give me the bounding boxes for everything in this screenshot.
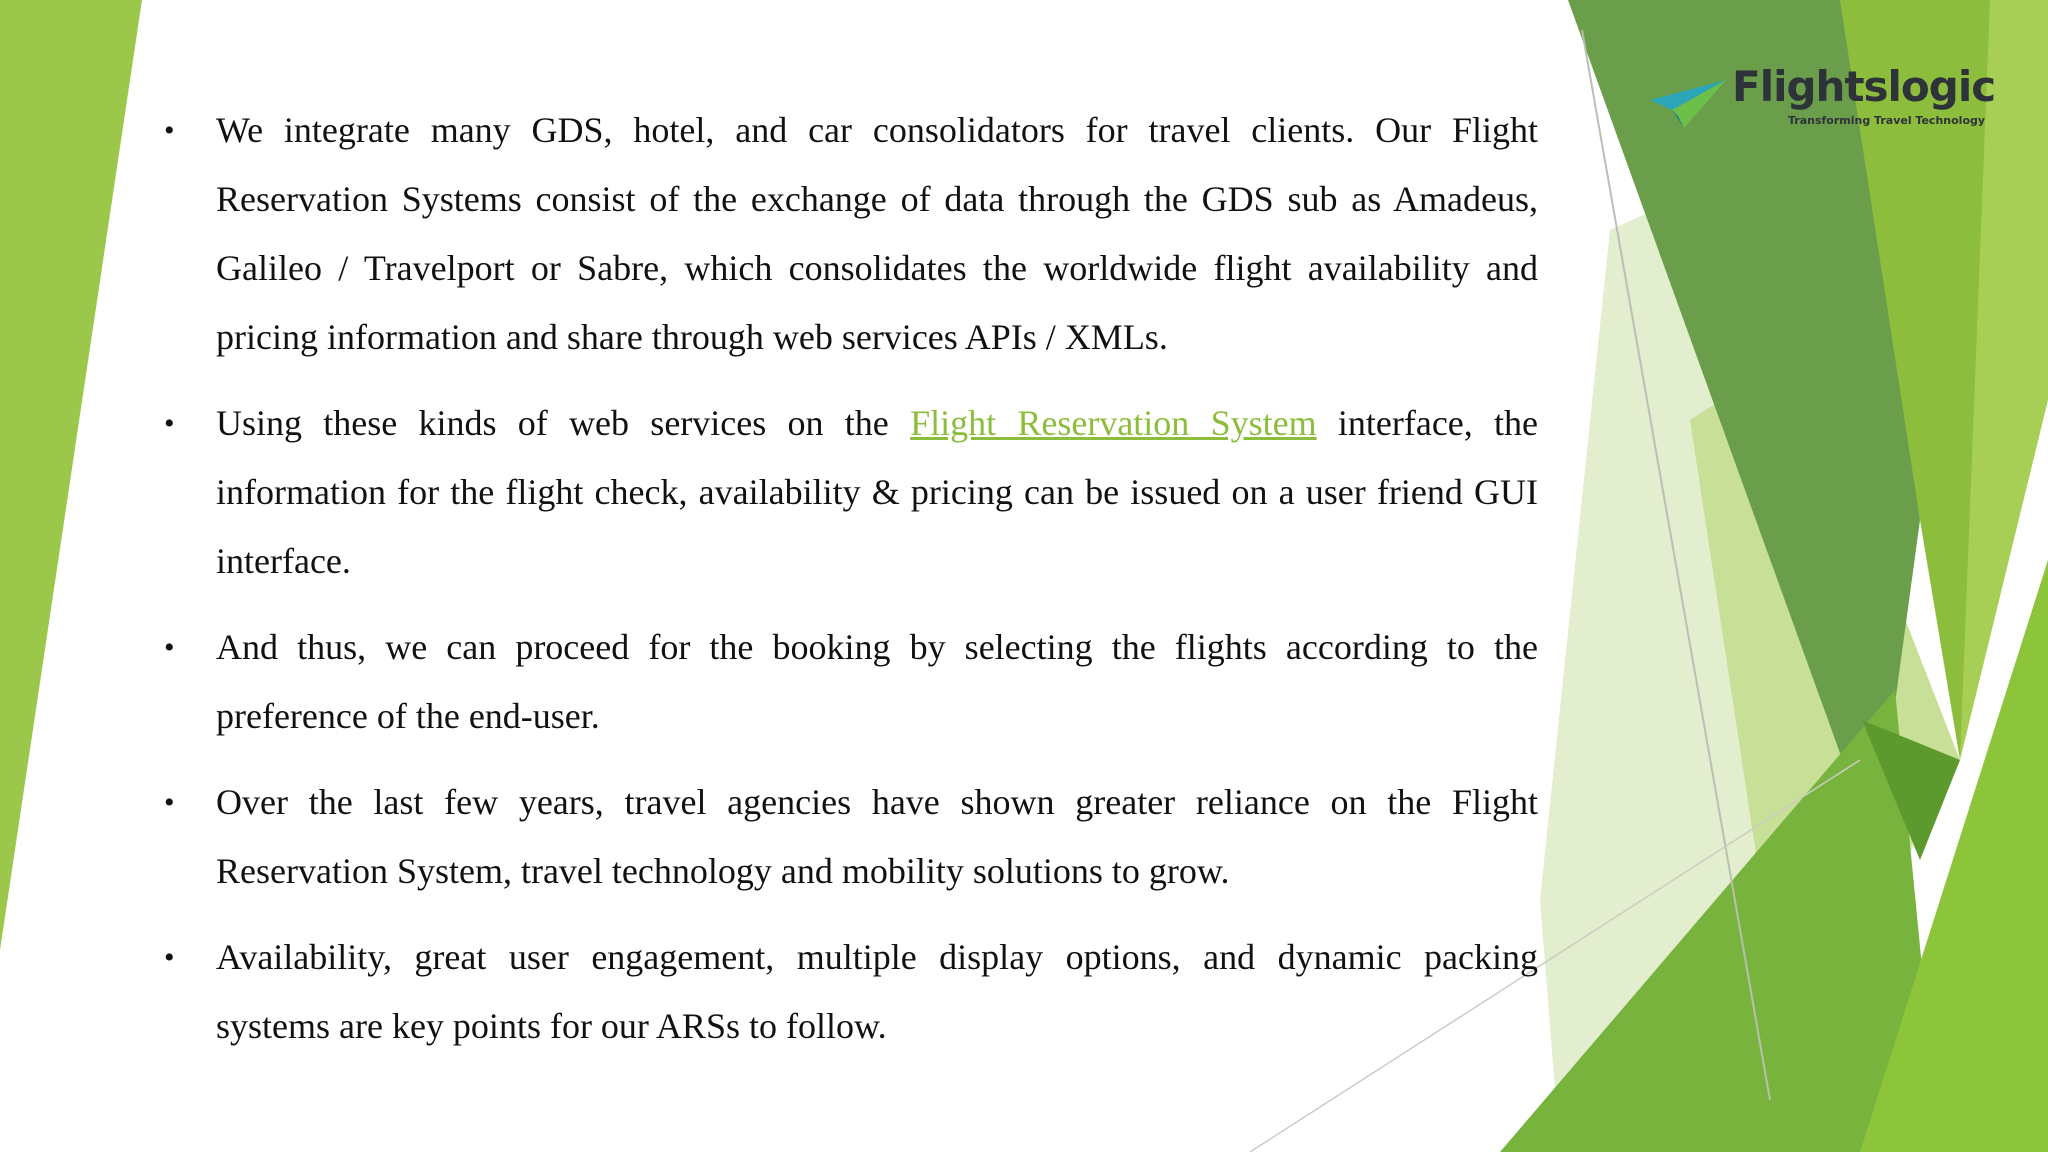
bullet-text-after-link: interface, the information for the flight check, availability & pricing can be issued on a user friend GUI interface. xyxy=(216,403,1539,581)
bullet-list xyxy=(160,96,1538,1061)
bullet-item xyxy=(160,613,1538,751)
bullet-text-before-link: Using these kinds of web services on the xyxy=(216,403,889,443)
flight-reservation-system-link[interactable]: Flight Reservation System xyxy=(910,403,1317,443)
bullet-marker: • xyxy=(164,786,175,819)
logo-tagline: Transforming Travel Technology xyxy=(1788,114,1986,127)
bullet-marker: • xyxy=(164,631,175,664)
bullet-marker: • xyxy=(164,941,175,974)
bullet-item xyxy=(160,768,1538,906)
logo-name: Flightslogic xyxy=(1732,62,1996,111)
bullet-text: Over the last few years, travel agencies have shown greater reliance on the Flight Reservation System, travel technology and mobility solutions to grow. xyxy=(216,782,1538,891)
bullet-marker: • xyxy=(164,114,175,147)
left-green-shape xyxy=(0,0,142,950)
bullet-text: Availability, great user engagement, multiple display options, and dynamic packing systems are key points for our ARSs to follow. xyxy=(216,937,1538,1046)
bullet-text: And thus, we can proceed for the booking by selecting the flights according to the preference of the end-user. xyxy=(216,627,1538,736)
bullet-marker: • xyxy=(164,407,175,440)
bullet-content xyxy=(160,96,1538,1078)
bullet-text: We integrate many GDS, hotel, and car consolidators for travel clients. Our Flight Reservation Systems consist of the exchange of data through the GDS sub as Amadeus, Galileo / Travelport or Sabre, which consolidates the worldwide flight availability and pricing information and share through web services APIs / XMLs. xyxy=(216,110,1538,357)
paper-plane-icon xyxy=(1648,70,1728,130)
bullet-item xyxy=(160,389,1538,596)
company-logo xyxy=(1648,62,1996,134)
bullet-item xyxy=(160,96,1538,372)
bullet-item xyxy=(160,923,1538,1061)
